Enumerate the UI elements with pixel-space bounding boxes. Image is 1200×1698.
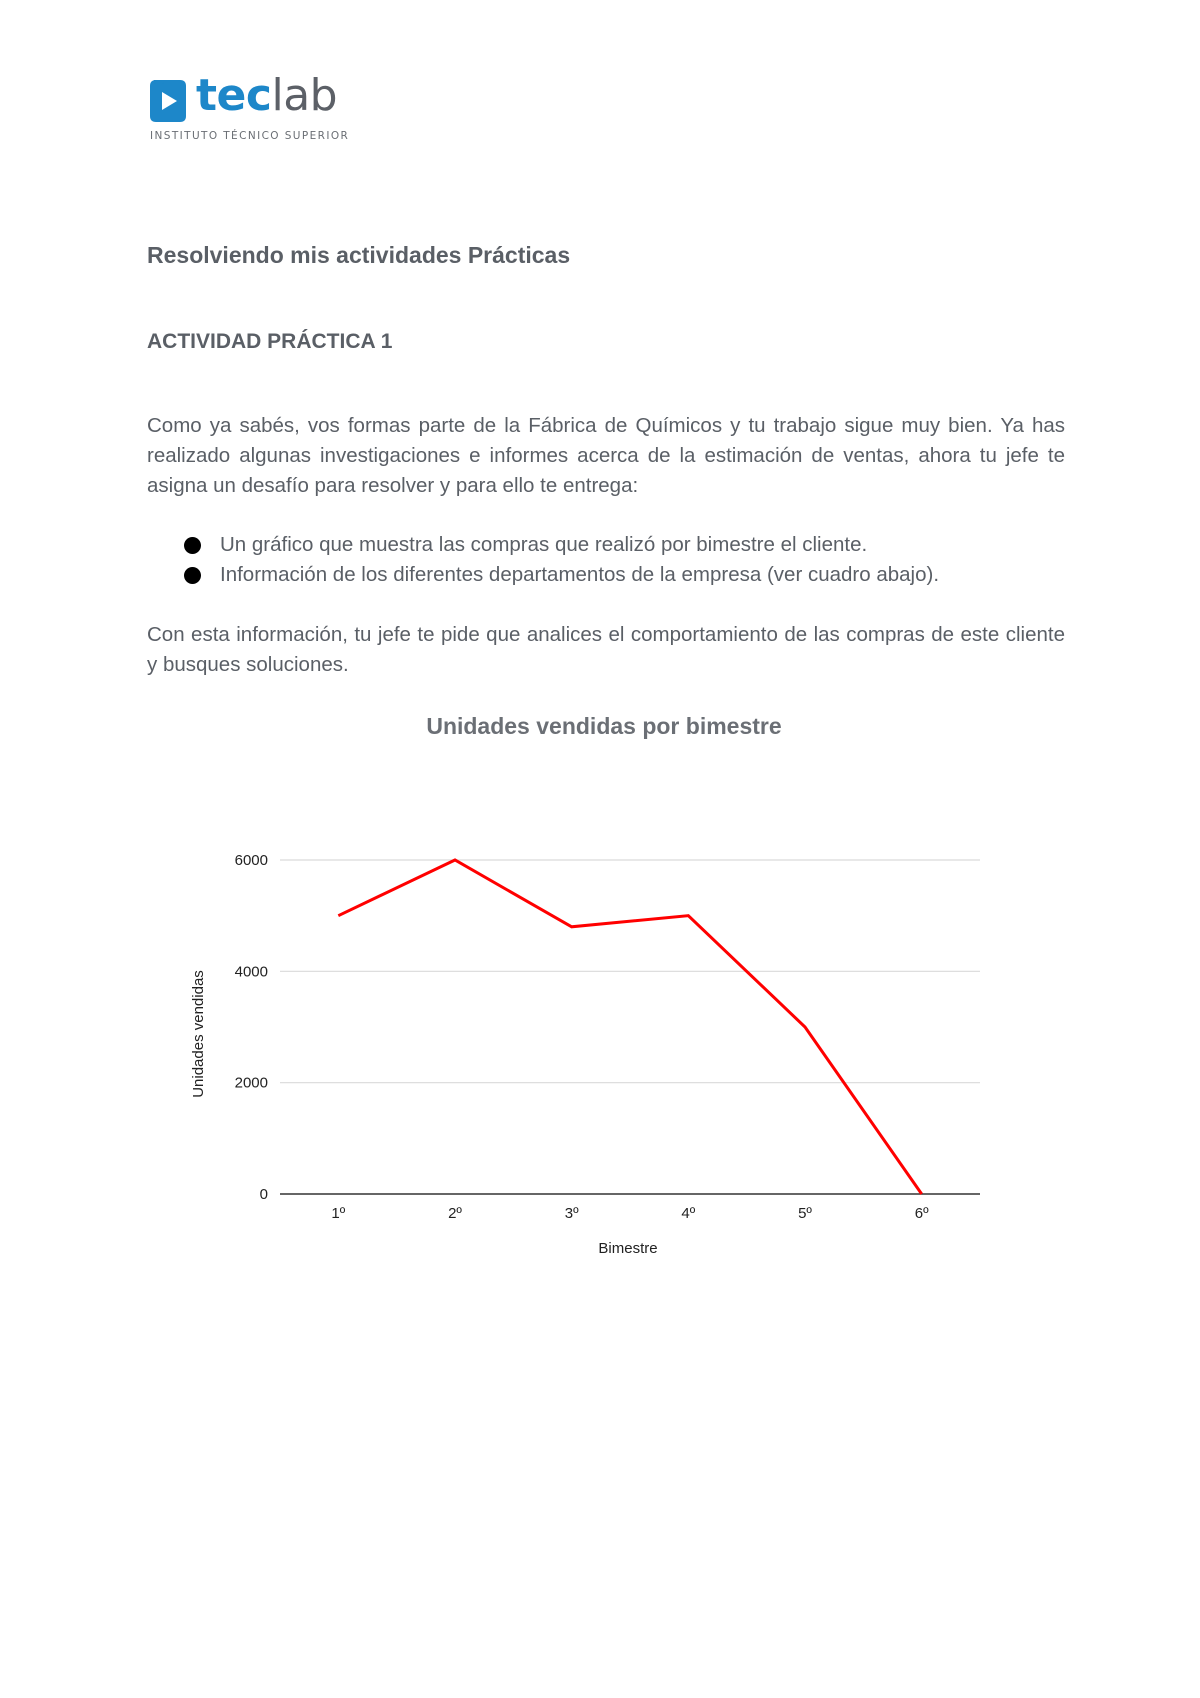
chart-title: Unidades vendidas por bimestre [426,713,782,739]
chart-y-tick-label: 0 [259,1186,268,1203]
logo-word-tec: tec [196,70,272,121]
chart-y-tick-label: 6000 [234,852,268,869]
bullet-text: Información de los diferentes departamentos de la empresa (ver cuadro abajo). [220,563,940,586]
logo-word-lab: lab [271,70,338,121]
chart-y-ticks [235,852,268,1203]
bullet-icon [184,567,201,584]
chart-x-tick-label: 5º [798,1205,812,1222]
chart-x-tick-label: 2º [448,1205,462,1222]
chart-gridlines [280,860,980,1194]
play-logo-icon [150,80,186,122]
list-item [182,530,939,560]
sales-line-chart [0,700,1200,1280]
chart-y-tick-label: 2000 [234,1074,268,1092]
chart-x-tick-label: 4º [681,1205,696,1222]
bullet-text: Un gráfico que muestra las compras que realizó por bimestre el cliente. [220,533,868,556]
teclab-logo [150,70,360,146]
chart-y-tick-label: 4000 [234,963,268,981]
bullet-list [182,530,939,590]
bullet-icon [184,537,201,554]
chart-x-axis-label: Bimestre [598,1240,658,1257]
document-title: Resolviendo mis actividades Prácticas [147,242,571,268]
logo-tagline: INSTITUTO TÉCNICO SUPERIOR [150,130,350,142]
logo-wordmark [196,68,337,124]
chart-x-ticks [331,1205,929,1222]
intro-paragraph: Como ya sabés, vos formas parte de la Fábrica de Químicos y tu trabajo sigue muy bien. Ya has realizado algunas investigaciones e informes acerca de la estimación de ventas, ahora tu jefe te asigna un desafío para resolver y para ello te entrega: [147,414,1065,497]
chart-x-tick-label: 3º [564,1205,579,1222]
activity-heading: ACTIVIDAD PRÁCTICA 1 [147,330,393,353]
chart-y-axis-label: Unidades vendidas [190,970,207,1098]
closing-paragraph: Con esta información, tu jefe te pide que analices el comportamiento de las compras de este cliente y busques soluciones. [147,623,1065,676]
chart-x-tick-label: 1º [331,1205,346,1222]
chart-x-tick-label: 6º [914,1205,929,1222]
chart-series [338,860,921,1194]
chart-series-line [338,860,921,1194]
list-item [182,560,939,590]
